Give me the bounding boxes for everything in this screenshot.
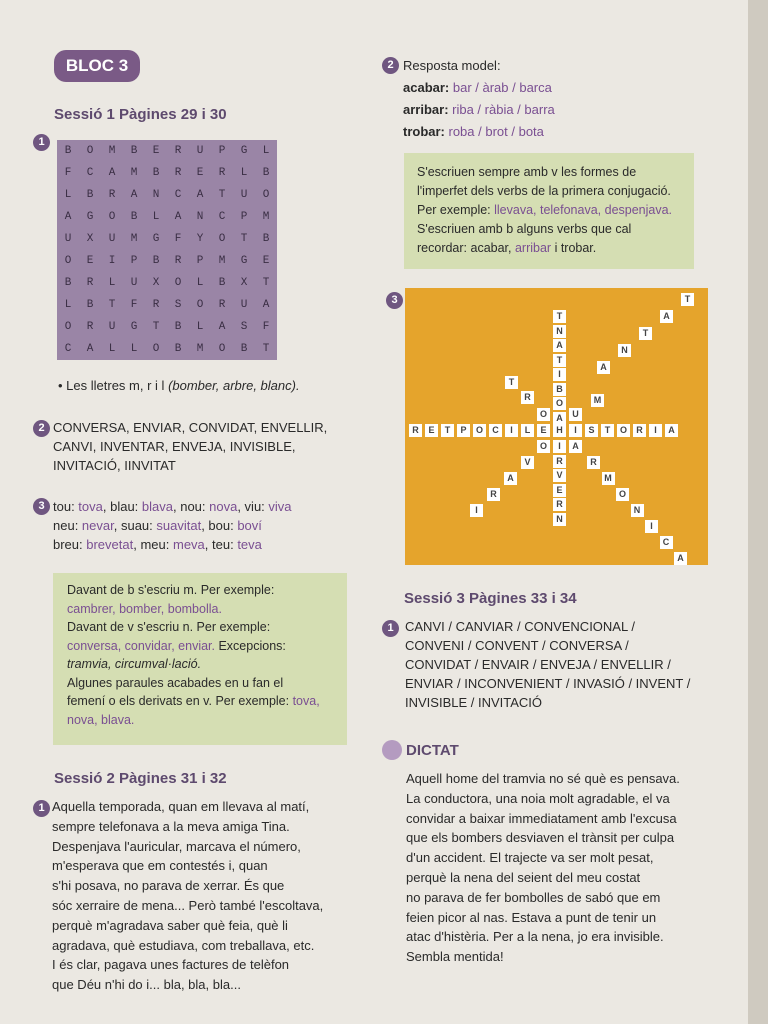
sessio2-heading: Sessió 2 Pàgines 31 i 32 — [54, 770, 227, 787]
word: , viu: — [237, 499, 269, 514]
rule-box-mb-nv — [53, 573, 347, 745]
crossword-cell: U — [569, 408, 582, 421]
grid-letter: G — [240, 255, 248, 267]
crossword-cell: A — [553, 339, 566, 352]
crossword-cell: T — [553, 310, 566, 323]
crossword-cell: I — [569, 424, 582, 437]
grid-letter: O — [262, 189, 270, 201]
grid-letter: F — [174, 233, 182, 245]
text-line: convidar a baixar immediatament amb l'excusa — [406, 810, 677, 826]
grid-letter: C — [86, 167, 94, 179]
crossword-cell: N — [631, 504, 644, 517]
grid-letter: B — [64, 277, 72, 289]
grid-letter: M — [218, 255, 226, 267]
grid-letter: L — [130, 343, 138, 355]
crossword-cell: A — [665, 424, 678, 437]
rule-examples: nova, blava. — [67, 712, 135, 727]
crossword-cell: N — [618, 344, 631, 357]
word: , bou: — [201, 518, 238, 533]
grid-letter: P — [240, 211, 248, 223]
crossword-cell: O — [473, 424, 486, 437]
word: , blau: — [102, 499, 142, 514]
crossword-cell: P — [457, 424, 470, 437]
grid-letter: R — [174, 255, 182, 267]
text-line: INVISIBLE / INVITACIÓ — [405, 695, 543, 710]
grid-letter: N — [196, 211, 204, 223]
grid-letter: T — [218, 189, 226, 201]
crossword-cell: T — [681, 293, 694, 306]
grid-letter: X — [86, 233, 94, 245]
grid-letter: T — [262, 343, 270, 355]
grid-letter: A — [130, 189, 138, 201]
grid-letter: E — [262, 255, 270, 267]
answer: nevar — [81, 518, 114, 533]
rule-line: l'imperfet dels verbs de la primera conjugació. — [417, 184, 671, 198]
text-line: sempre telefonava a la meva amiga Tina. — [52, 818, 290, 834]
exercise-number: 2 — [33, 420, 50, 437]
ex3-answers — [53, 497, 292, 554]
crossword-cell: R — [553, 498, 566, 511]
exercise-number: 1 — [33, 800, 50, 817]
ex2-line: CANVI, INVENTAR, ENVEJA, INVISIBLE, — [53, 439, 296, 454]
bloc-badge: BLOC 3 — [54, 50, 140, 82]
grid-letter: E — [196, 167, 204, 179]
grid-letter: U — [64, 233, 72, 245]
grid-letter: Y — [196, 233, 204, 245]
crossword-cell: T — [601, 424, 614, 437]
text-line: perquè la nena del seient del meu costat — [406, 869, 641, 885]
lletres-pre: Les lletres — [66, 378, 130, 393]
crossword-cell: S — [585, 424, 598, 437]
grid-letter: U — [196, 145, 204, 157]
crossword-cell: A — [597, 361, 610, 374]
grid-letter: I — [108, 255, 116, 267]
text-line: ENVIAR / INCONVENIENT / INVASIÓ / INVENT / — [405, 676, 691, 691]
answer: meva — [172, 537, 205, 552]
crossword-cell: I — [645, 520, 658, 533]
grid-letter: G — [240, 145, 248, 157]
grid-letter: X — [240, 277, 248, 289]
rule-line: Algunes paraules acabades en u fan el — [67, 675, 284, 690]
text-line: agradava, què estudiava, com treballava, etc. — [52, 937, 315, 953]
rule-line: i trobar. — [551, 241, 597, 255]
crossword-cell: M — [591, 394, 604, 407]
grid-letter: O — [218, 233, 226, 245]
grid-letter: T — [152, 321, 160, 333]
grid-letter: C — [174, 189, 182, 201]
text-line: I és clar, pagava unes factures de telèfon — [52, 957, 290, 973]
crossword-cell: A — [504, 472, 517, 485]
grid-letter: T — [240, 233, 248, 245]
grid-letter: F — [262, 321, 270, 333]
word: , nou: — [172, 499, 210, 514]
grid-letter: P — [196, 255, 204, 267]
grid-letter: S — [174, 299, 182, 311]
rule-examples: arribar — [514, 241, 552, 255]
word: breu: — [53, 537, 87, 552]
rule-examples: cambrer, bomber, bombolla. — [67, 601, 222, 616]
grid-letter: M — [262, 211, 270, 223]
rule-line: S'escriuen sempre amb v les formes de — [417, 165, 637, 179]
dictat-text — [406, 769, 680, 967]
text-line: Sembla mentida! — [406, 949, 504, 965]
grid-letter: B — [262, 233, 270, 245]
text-line: Aquell home del tramvia no sé què es pensava. — [406, 771, 680, 786]
word: neu: — [53, 518, 82, 533]
crossword-cell: R — [587, 456, 600, 469]
text-line: m'esperava que em contestés i, quan — [52, 858, 268, 874]
answer: nova — [209, 499, 238, 514]
ex2-line: CONVERSA, ENVIAR, CONVIDAT, ENVELLIR, — [53, 420, 328, 435]
answer: tova — [78, 499, 103, 514]
grid-letter: L — [64, 189, 72, 201]
word-search-grid — [57, 140, 277, 360]
answer: blava — [141, 499, 173, 514]
crossword-cell: C — [660, 536, 673, 549]
sessio2-text — [52, 797, 352, 995]
grid-letter: R — [86, 277, 94, 289]
grid-letter: B — [86, 189, 94, 201]
grid-letter: M — [130, 233, 138, 245]
answer: teva — [237, 537, 262, 552]
lletres-examples: (bomber, arbre, blanc). — [168, 378, 300, 393]
crossword-cell: B — [553, 383, 566, 396]
text-line: que Déu n'hi do i... bla, bla, bla... — [52, 977, 241, 993]
grid-letter: O — [64, 321, 72, 333]
grid-letter: R — [108, 189, 116, 201]
crossword-cell: E — [553, 484, 566, 497]
grid-letter: B — [174, 321, 182, 333]
text-line: d'un accident. El trajecte va ser molt pesat, — [406, 850, 654, 866]
answer: boví — [237, 518, 262, 533]
crossword-cell: O — [537, 440, 550, 453]
answer: viva — [268, 499, 292, 514]
grid-letter: U — [130, 277, 138, 289]
grid-letter: O — [86, 145, 94, 157]
grid-letter: O — [152, 343, 160, 355]
rule-examples: llevava, telefonava, despenjava. — [494, 203, 673, 217]
crossword-cell: L — [521, 424, 534, 437]
dictat-heading: DICTAT — [406, 742, 459, 759]
crossword-cell: N — [553, 513, 566, 526]
rule-line: S'escriuen amb b alguns verbs que cal — [417, 222, 632, 236]
crossword-cell: R — [487, 488, 500, 501]
crossword-cell: M — [602, 472, 615, 485]
rule-line: recordar: acabar, — [417, 241, 515, 255]
verb: arribar: — [403, 102, 449, 117]
crossword-cell: T — [553, 354, 566, 367]
answer: brevetat — [86, 537, 134, 552]
text-line: CANVI / CANVIAR / CONVENCIONAL / — [405, 619, 635, 634]
grid-letter: B — [174, 343, 182, 355]
crossword-cell: V — [521, 456, 534, 469]
crossword-cell: H — [553, 424, 566, 437]
ex2-answers — [53, 418, 327, 475]
text-line: Despenjava l'auricular, marcava el número, — [52, 838, 301, 854]
grid-letter: A — [196, 189, 204, 201]
crossword-cell: T — [639, 327, 652, 340]
rule-line: Excepcions: — [215, 638, 286, 653]
bullet-icon: • — [58, 378, 67, 393]
grid-letter: P — [130, 255, 138, 267]
text-line: La conductora, una noia molt agradable, el va — [406, 790, 670, 806]
crossword-cell: T — [505, 376, 518, 389]
crossword-cell: O — [537, 408, 550, 421]
sessio1-heading: Sessió 1 Pàgines 29 i 30 — [54, 106, 227, 123]
resposta-title: Resposta model: — [403, 58, 501, 73]
text-line: CONVENI / CONVENT / CONVERSA / — [405, 638, 629, 653]
grid-letter: G — [86, 211, 94, 223]
grid-letter: L — [108, 277, 116, 289]
text-line: atac d'histèria. Per a la nena, jo era invisible. — [406, 929, 664, 945]
grid-letter: N — [152, 189, 160, 201]
rule-line: Davant de v s'escriu n. Per exemple: — [67, 620, 271, 634]
grid-letter: E — [86, 255, 94, 267]
rule-line: femení o els derivats en v. Per exemple: — [67, 694, 293, 708]
crossword-cell: V — [553, 469, 566, 482]
rule-examples: conversa, convidar, enviar. — [67, 638, 215, 653]
crossword-cell: A — [660, 310, 673, 323]
grid-letter: B — [152, 255, 160, 267]
verb: acabar: — [403, 80, 450, 95]
ex2-line: INVITACIÓ, IINVITAT — [53, 458, 176, 473]
grid-letter: B — [130, 145, 138, 157]
crossword-cell: I — [553, 368, 566, 381]
verb: trobar: — [403, 124, 445, 139]
grid-letter: O — [196, 299, 204, 311]
crossword-cell: A — [553, 412, 566, 425]
rule-box-imperfet — [404, 153, 694, 269]
grid-letter: U — [108, 321, 116, 333]
text-line: CONVIDAT / ENVAIR / ENVEJA / ENVELLIR / — [405, 657, 671, 672]
rule-line: Per exemple: — [417, 203, 495, 217]
grid-letter: O — [64, 255, 72, 267]
grid-letter: F — [64, 167, 72, 179]
word: , suau: — [113, 518, 157, 533]
grid-letter: L — [108, 343, 116, 355]
grid-letter: M — [196, 343, 204, 355]
lletres-mid: m, r i l — [129, 378, 165, 393]
grid-letter: L — [152, 211, 160, 223]
grid-letter: A — [64, 211, 72, 223]
crossword-cell: R — [521, 391, 534, 404]
grid-letter: B — [262, 167, 270, 179]
grid-letter: M — [108, 145, 116, 157]
lletres-note — [58, 376, 300, 395]
crossword-cell: R — [553, 455, 566, 468]
grid-letter: R — [152, 299, 160, 311]
grid-letter: A — [262, 299, 270, 311]
grid-letter: O — [174, 277, 182, 289]
grid-letter: B — [86, 299, 94, 311]
grid-letter: R — [86, 321, 94, 333]
grid-letter: L — [196, 277, 204, 289]
word: tou: — [53, 499, 79, 514]
crossword-cell: T — [441, 424, 454, 437]
speech-icon — [382, 740, 402, 760]
grid-letter: A — [218, 321, 226, 333]
grid-letter: G — [130, 321, 138, 333]
exercise-number: 3 — [33, 498, 50, 515]
grid-letter: L — [64, 299, 72, 311]
crossword-cell: R — [409, 424, 422, 437]
grid-letter: B — [130, 211, 138, 223]
crossword-cell: R — [633, 424, 646, 437]
crossword-cell: I — [470, 504, 483, 517]
words: riba / ràbia / barra — [448, 102, 555, 117]
sessio3-text — [405, 617, 690, 712]
grid-letter: G — [152, 233, 160, 245]
grid-letter: T — [108, 299, 116, 311]
word: , meu: — [133, 537, 173, 552]
crossword-cell: N — [553, 325, 566, 338]
text-line: feien picor al nas. Estava a punt de tenir un — [406, 909, 657, 925]
text-line: no parava de fer bombolles de sabó que em — [406, 889, 661, 905]
crossword-cell: E — [537, 424, 550, 437]
word: , teu: — [204, 537, 238, 552]
rule-examples: tova, — [292, 694, 320, 708]
grid-letter: R — [174, 145, 182, 157]
grid-letter: O — [218, 343, 226, 355]
exercise-number: 1 — [382, 620, 399, 637]
exercise-number: 2 — [382, 57, 399, 74]
crossword-cell: O — [616, 488, 629, 501]
grid-letter: B — [218, 277, 226, 289]
grid-letter: R — [218, 167, 226, 179]
grid-letter: X — [152, 277, 160, 289]
grid-letter: E — [152, 145, 160, 157]
crossword-cell: C — [489, 424, 502, 437]
text-line: que els bombers desviaven el trànsit per culpa — [406, 830, 675, 846]
crossword-cell: I — [649, 424, 662, 437]
crossword-cell: I — [553, 440, 566, 453]
grid-letter: A — [108, 167, 116, 179]
crossword-cell: O — [553, 397, 566, 410]
page-edge — [748, 0, 768, 1024]
grid-letter: T — [262, 277, 270, 289]
grid-letter: L — [240, 167, 248, 179]
grid-letter: B — [64, 145, 72, 157]
rule-line: Davant de b s'escriu m. Per exemple: — [67, 583, 275, 597]
grid-letter: O — [108, 211, 116, 223]
text-line: Aquella temporada, quan em llevava al matí, — [52, 799, 310, 814]
resposta-model — [403, 55, 555, 143]
grid-letter: L — [262, 145, 270, 157]
text-line: perquè m'agradava saber què feia, què li — [52, 917, 288, 933]
text-line: sóc xerraire de mena... Però també l'escoltava, — [52, 897, 324, 913]
grid-letter: U — [240, 189, 248, 201]
grid-letter: S — [240, 321, 248, 333]
exercise-number: 3 — [386, 292, 403, 309]
rule-exceptions: tramvia, circumval·lació. — [67, 657, 202, 671]
crossword-star — [405, 288, 708, 565]
grid-letter: A — [86, 343, 94, 355]
answer: suavitat — [156, 518, 202, 533]
crossword-cell: O — [617, 424, 630, 437]
crossword-cell: A — [569, 440, 582, 453]
crossword-cell: A — [674, 552, 687, 565]
words: bar / àrab / barca — [449, 80, 552, 95]
grid-letter: B — [240, 343, 248, 355]
grid-letter: R — [174, 167, 182, 179]
grid-letter: B — [152, 167, 160, 179]
words: roba / brot / bota — [444, 124, 544, 139]
grid-letter: C — [64, 343, 72, 355]
grid-letter: C — [218, 211, 226, 223]
grid-letter: L — [196, 321, 204, 333]
grid-letter: U — [240, 299, 248, 311]
crossword-cell: I — [505, 424, 518, 437]
grid-letter: U — [108, 233, 116, 245]
grid-letter: R — [218, 299, 226, 311]
grid-letter: F — [130, 299, 138, 311]
exercise-number: 1 — [33, 134, 50, 151]
text-line: s'hi posava, no parava de xerrar. És que — [52, 878, 285, 894]
grid-letter: M — [130, 167, 138, 179]
sessio3-heading: Sessió 3 Pàgines 33 i 34 — [404, 590, 577, 607]
grid-letter: A — [174, 211, 182, 223]
grid-letter: P — [218, 145, 226, 157]
crossword-cell: E — [425, 424, 438, 437]
